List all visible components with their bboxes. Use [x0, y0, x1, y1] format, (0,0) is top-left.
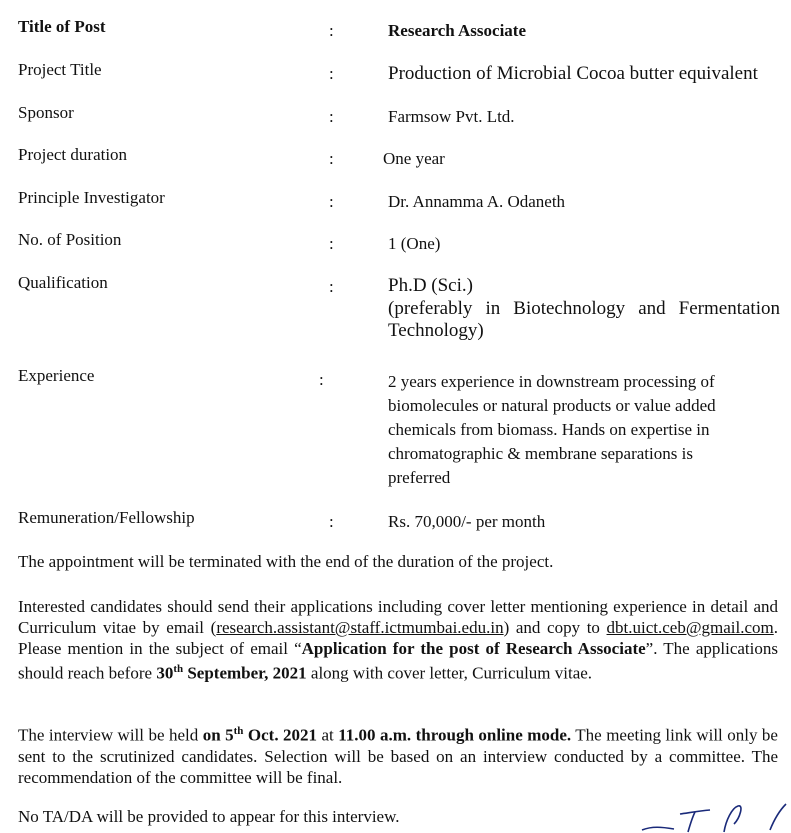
interview-time-mode: 11.00 a.m. through online mode.: [338, 725, 572, 745]
interview-date: on 5: [202, 725, 234, 745]
row-value: Rs. 70,000/- per month: [388, 512, 546, 531]
row-label: Experience: [18, 366, 95, 385]
interview-date-ordinal: th: [233, 725, 244, 737]
row-label: Project Title: [18, 60, 102, 79]
ta-da-paragraph: No TA/DA will be provided to appear for this interview.: [18, 807, 400, 826]
row-colon: :: [329, 277, 334, 296]
row-value: One year: [383, 149, 445, 168]
row-label: Principle Investigator: [18, 188, 165, 207]
row-colon: :: [329, 512, 334, 531]
row-label: Project duration: [18, 145, 128, 164]
deadline-day: 30: [156, 663, 174, 683]
row-colon: :: [329, 149, 334, 168]
row-colon: :: [329, 21, 334, 40]
copy-email-link[interactable]: dbt.uict.ceb@gmail.com: [606, 618, 774, 637]
row-value: Research Associate: [388, 21, 527, 40]
application-text: ) and copy to: [503, 618, 607, 637]
row-colon: :: [329, 234, 334, 253]
email-subject: Application for the post of Research Associate: [301, 639, 646, 658]
row-label: Title of Post: [18, 17, 106, 36]
termination-paragraph: The appointment will be terminated with the end of the duration of the project.: [18, 552, 554, 571]
row-colon: :: [329, 64, 334, 83]
application-text: ”. The applications should reach before: [18, 639, 778, 683]
interview-paragraph: [18, 721, 778, 788]
row-value: 1 (One): [388, 234, 441, 253]
deadline-month-year: September, 2021: [183, 663, 307, 683]
row-value: Dr. Annamma A. Odaneth: [388, 192, 566, 211]
row-colon: :: [329, 192, 334, 211]
deadline-ordinal: th: [173, 663, 184, 675]
research-email-link[interactable]: research.assistant@staff.ictmumbai.edu.in: [216, 618, 504, 637]
row-colon: :: [319, 370, 324, 389]
row-label: Qualification: [18, 273, 108, 292]
application-text: Interested candidates should send their applications including cover letter mentioning experience in detail and Curriculum vitae by email (: [18, 597, 778, 637]
row-value: Production of Microbial Cocoa butter equivalent: [388, 63, 758, 84]
row-value: Farmsow Pvt. Ltd.: [388, 107, 515, 126]
interview-date-month-year: Oct. 2021: [243, 725, 318, 745]
application-text: . Please mention in the subject of email “: [18, 618, 778, 658]
row-value: 2 years experience in downstream processing of biomolecules or natural products or value added chemicals from biomass. Hands on expertise in chromatographic & membrane separations is preferred: [388, 372, 716, 487]
application-text: along with cover letter, Curriculum vitae.: [306, 663, 593, 683]
signature-icon: [640, 800, 791, 833]
row-value-detail: (preferably in Biotechnology and Fermentation Technology): [388, 298, 780, 341]
application-paragraph: [18, 596, 778, 684]
row-value: Ph.D (Sci.): [388, 275, 473, 296]
row-label: No. of Position: [18, 230, 122, 249]
row-label: Remuneration/Fellowship: [18, 508, 195, 527]
row-label: Sponsor: [18, 103, 74, 122]
interview-text: The interview will be held: [18, 725, 203, 745]
interview-text: The meeting link will only be sent to the scrutinized candidates. Selection will be based on an interview conducted by a committee. The recommendation of the committee will be final.: [18, 725, 778, 787]
interview-text: at: [317, 725, 339, 745]
row-colon: :: [329, 107, 334, 126]
